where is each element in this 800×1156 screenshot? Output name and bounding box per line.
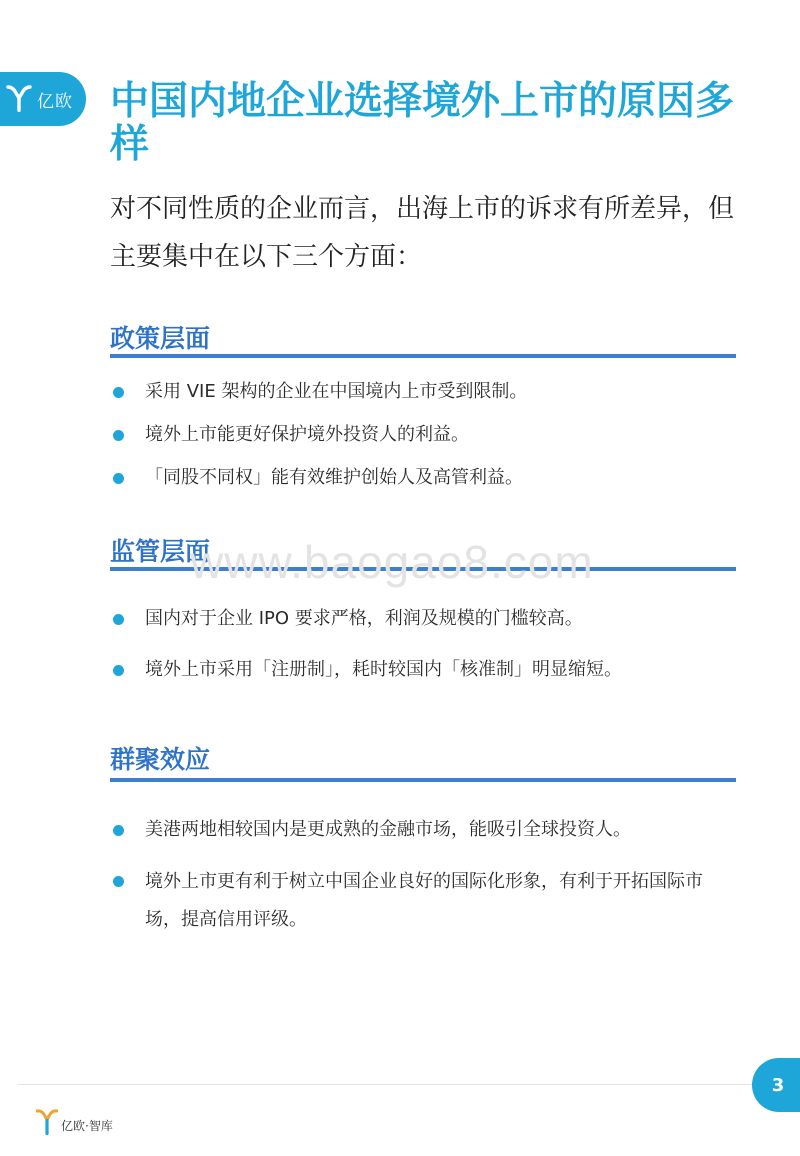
cluster-bullet-list	[113, 812, 733, 939]
section-heading-regulation: 监管层面	[110, 537, 211, 566]
yiou-think-tank-logo-icon	[36, 1108, 58, 1136]
bullet-icon	[113, 387, 124, 398]
section-divider	[110, 778, 736, 782]
list-item: 采用 VIE 架构的企业在中国境内上市受到限制。	[113, 374, 733, 410]
list-item: 境外上市采用「注册制」，耗时较国内「核准制」明显缩短。	[113, 652, 733, 688]
bullet-icon	[113, 473, 124, 484]
intro-text: 对不同性质的企业而言，出海上市的诉求有所差异，但主要集中在以下三个方面：	[110, 194, 735, 272]
section-heading-cluster-effect: 群聚效应	[110, 745, 211, 774]
footer-divider	[18, 1084, 783, 1085]
list-item: 美港两地相较国内是更成熟的金融市场，能吸引全球投资人。	[113, 812, 733, 848]
brand-name: 亿欧	[37, 91, 73, 112]
bullet-icon	[113, 876, 124, 887]
bullet-icon	[113, 430, 124, 441]
list-item: 「同股不同权」能有效维护创始人及高管利益。	[113, 460, 733, 496]
yiou-logo-icon	[6, 84, 32, 114]
policy-bullet-list	[113, 374, 733, 496]
section-divider	[110, 354, 736, 358]
bullet-icon	[113, 825, 124, 836]
list-item: 国内对于企业 IPO 要求严格，利润及规模的门槛较高。	[113, 601, 733, 637]
bullet-icon	[113, 665, 124, 676]
watermark: www.baogao8.com	[190, 536, 594, 588]
footer-logo	[36, 1108, 113, 1136]
list-item: 境外上市能更好保护境外投资人的利益。	[113, 417, 733, 453]
footer-logo-text: 亿欧·智库	[61, 1119, 113, 1133]
section-heading-policy: 政策层面	[110, 324, 211, 353]
page-number: 3	[752, 1058, 800, 1112]
page-title: 中国内地企业选择境外上市的原因多样	[110, 79, 735, 167]
bullet-icon	[113, 614, 124, 625]
brand-logo-tab	[0, 72, 86, 126]
list-item: 境外上市更有利于树立中国企业良好的国际化形象，有利于开拓国际市场，提高信用评级。	[113, 863, 733, 939]
regulation-bullet-list	[113, 601, 733, 688]
